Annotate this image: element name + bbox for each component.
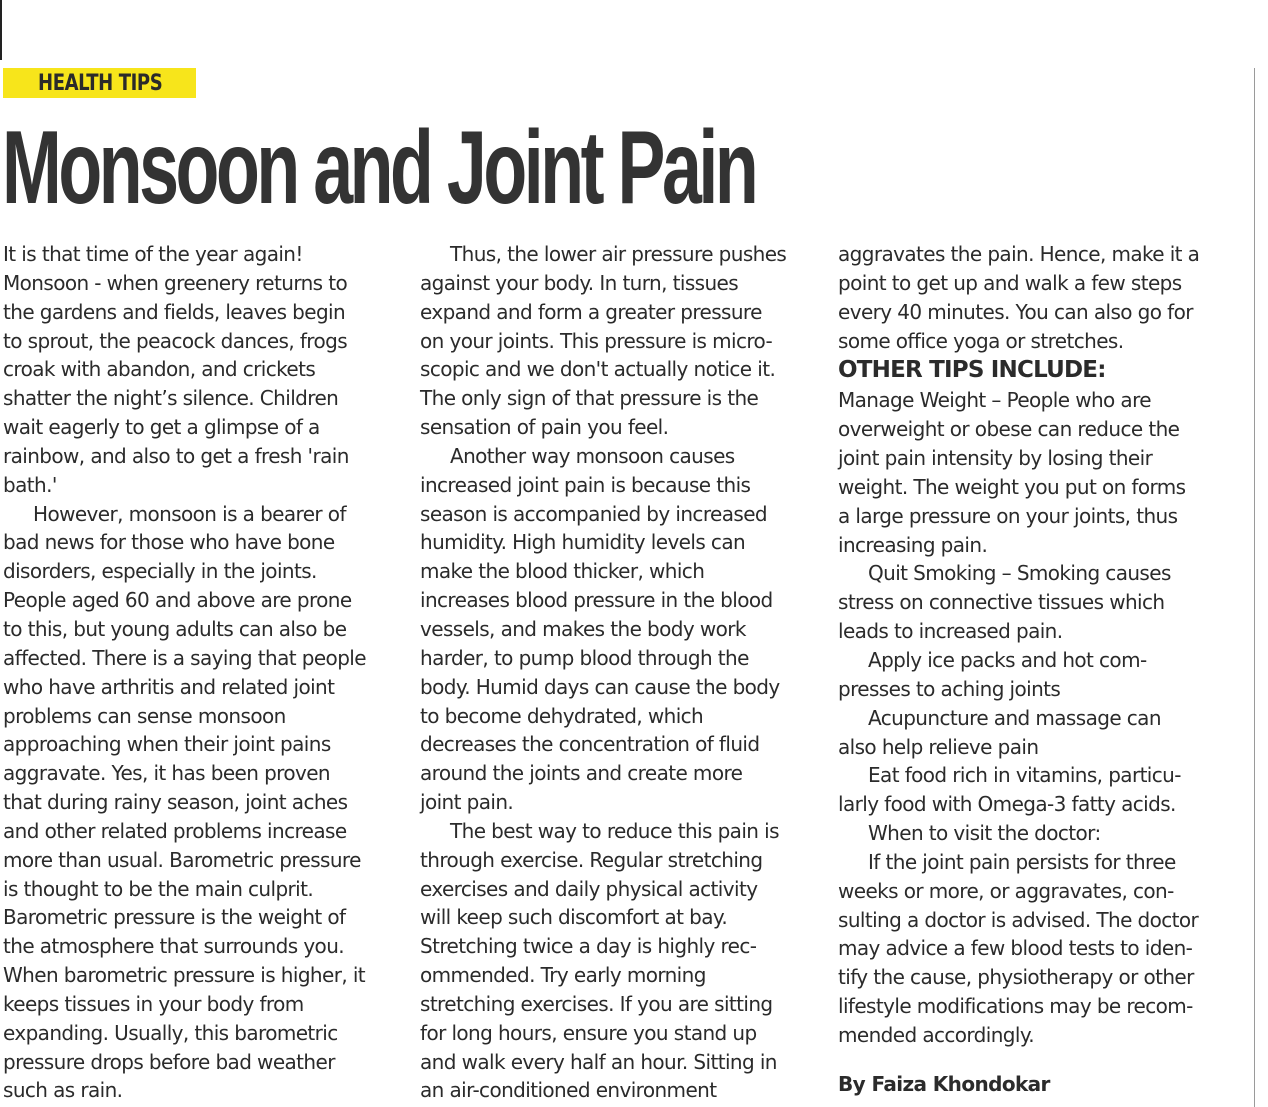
text-line: stress on connective tissues which — [838, 590, 1165, 615]
text-line: mended accordingly. — [838, 1022, 1034, 1047]
text-line: approaching when their joint pains — [3, 732, 331, 757]
section-label — [3, 68, 196, 98]
subheading-other-tips: OTHER TIPS INCLUDE: — [838, 357, 1106, 384]
text-line: joint pain intensity by losing their — [838, 446, 1153, 471]
article-column-2 — [420, 240, 815, 1105]
text-line: If the joint pain persists for three — [868, 849, 1176, 874]
text-line: Stretching twice a day is highly rec- — [420, 934, 757, 959]
text-line: body. Humid days can cause the body — [420, 674, 780, 699]
text-line: scopic and we don't actually notice it. — [420, 357, 776, 382]
text-line: weight. The weight you put on forms — [838, 474, 1186, 499]
text-line: to this, but young adults can also be — [3, 616, 347, 641]
text-line: croak with abandon, and crickets — [3, 357, 316, 382]
text-line: When barometric pressure is higher, it — [3, 963, 366, 988]
text-line: Another way monsoon causes — [450, 443, 735, 468]
text-line: pressure drops before bad weather — [3, 1049, 335, 1074]
text-line: Thus, the lower air pressure pushes — [450, 242, 787, 266]
text-line: Quit Smoking – Smoking causes — [868, 561, 1171, 586]
tips-list — [838, 386, 1248, 1049]
text-line: Monsoon - when greenery returns to — [3, 270, 348, 295]
text-line: stretching exercises. If you are sitting — [420, 991, 773, 1016]
text-line: The best way to reduce this pain is — [450, 818, 779, 843]
text-line: a large pressure on your joints, thus — [838, 503, 1178, 528]
text-line: more than usual. Barometric pressure — [3, 847, 361, 872]
text-line: problems can sense monsoon — [3, 703, 286, 728]
text-line: exercises and daily physical activity — [420, 876, 758, 901]
text-line: aggravates the pain. Hence, make it a — [838, 242, 1200, 266]
text-line: wait eagerly to get a glimpse of a — [3, 415, 320, 440]
text-line: through exercise. Regular stretching — [420, 847, 763, 872]
text-line: disorders, especially in the joints. — [3, 559, 317, 584]
text-line: increased joint pain is because this — [420, 472, 751, 497]
text-line: is thought to be the main culprit. — [3, 876, 314, 901]
text-line: It is that time of the year again! — [3, 242, 303, 266]
text-line: harder, to pump blood through the — [420, 645, 749, 670]
text-line: joint pain. — [420, 790, 514, 815]
text-line: Barometric pressure is the weight of — [3, 905, 346, 930]
text-line: vessels, and makes the body work — [420, 616, 746, 641]
text-line: an air-conditioned environment — [420, 1078, 717, 1103]
text-line: sensation of pain you feel. — [420, 415, 669, 440]
text-line: Apply ice packs and hot com- — [868, 647, 1147, 672]
text-line: bad news for those who have bone — [3, 530, 335, 555]
text-line: Manage Weight – People who are — [838, 388, 1151, 413]
text-line: expand and form a greater pressure — [420, 299, 762, 324]
text-line: People aged 60 and above are prone — [3, 588, 352, 613]
text-line: on your joints. This pressure is micro- — [420, 328, 773, 353]
text-line: for long hours, ensure you stand up — [420, 1020, 757, 1045]
text-line: make the blood thicker, which — [420, 559, 705, 584]
text-line: When to visit the doctor: — [868, 821, 1101, 846]
text-line: the atmosphere that surrounds you. — [3, 934, 345, 959]
headline: Monsoon and Joint Pain — [2, 110, 756, 226]
text-line: tify the cause, physiotherapy or other — [838, 965, 1194, 990]
text-line: weeks or more, or aggravates, con- — [838, 878, 1174, 903]
text-line: keeps tissues in your body from — [3, 991, 304, 1016]
text-line: to sprout, the peacock dances, frogs — [3, 328, 348, 353]
section-label-text: HEALTH TIPS — [38, 71, 163, 96]
text-line: that during rainy season, joint aches — [3, 790, 348, 815]
text-line: increasing pain. — [838, 532, 988, 557]
text-line: rainbow, and also to get a fresh 'rain — [3, 443, 349, 468]
text-line: every 40 minutes. You can also go for — [838, 299, 1193, 324]
column-3-intro — [838, 240, 1248, 355]
text-line: season is accompanied by increased — [420, 501, 767, 526]
text-line: around the joints and create more — [420, 761, 743, 786]
text-line: sulting a doctor is advised. The doctor — [838, 907, 1199, 932]
text-line: Acupuncture and massage can — [868, 705, 1161, 730]
text-line: Eat food rich in vitamins, particu- — [868, 763, 1181, 788]
text-line: who have arthritis and related joint — [3, 674, 335, 699]
text-line: shatter the night’s silence. Children — [3, 386, 339, 411]
text-line: overweight or obese can reduce the — [838, 417, 1180, 442]
text-line: larly food with Omega-3 fatty acids. — [838, 792, 1176, 817]
text-line: will keep such discomfort at bay. — [420, 905, 728, 930]
text-line: ommended. Try early morning — [420, 963, 706, 988]
text-line: and walk every half an hour. Sitting in — [420, 1049, 777, 1074]
text-line: bath.' — [3, 472, 57, 497]
text-line: such as rain. — [3, 1078, 123, 1103]
text-line: The only sign of that pressure is the — [420, 386, 759, 411]
text-line: against your body. In turn, tissues — [420, 270, 739, 295]
text-line: However, monsoon is a bearer of — [33, 501, 346, 526]
article-column-3 — [838, 240, 1248, 1099]
text-line: humidity. High humidity levels can — [420, 530, 746, 555]
left-edge-rule — [0, 0, 2, 60]
column-divider-rule — [1254, 68, 1255, 1107]
article-column-1 — [3, 240, 398, 1105]
text-line: affected. There is a saying that people — [3, 645, 366, 670]
text-line: to become dehydrated, which — [420, 703, 704, 728]
text-line: the gardens and fields, leaves begin — [3, 299, 346, 324]
text-line: increases blood pressure in the blood — [420, 588, 773, 613]
text-line: point to get up and walk a few steps — [838, 270, 1182, 295]
text-line: expanding. Usually, this barometric — [3, 1020, 338, 1045]
text-line: presses to aching joints — [838, 676, 1061, 701]
text-line: leads to increased pain. — [838, 619, 1063, 644]
text-line: lifestyle modifications may be recom- — [838, 994, 1193, 1019]
text-line: aggravate. Yes, it has been proven — [3, 761, 331, 786]
byline: By Faiza Khondokar — [838, 1071, 1050, 1096]
text-line: may advice a few blood tests to iden- — [838, 936, 1193, 961]
text-line: and other related problems increase — [3, 818, 347, 843]
text-line: also help relieve pain — [838, 734, 1039, 759]
text-line: decreases the concentration of fluid — [420, 732, 760, 757]
text-line: some office yoga or stretches. — [838, 328, 1124, 353]
